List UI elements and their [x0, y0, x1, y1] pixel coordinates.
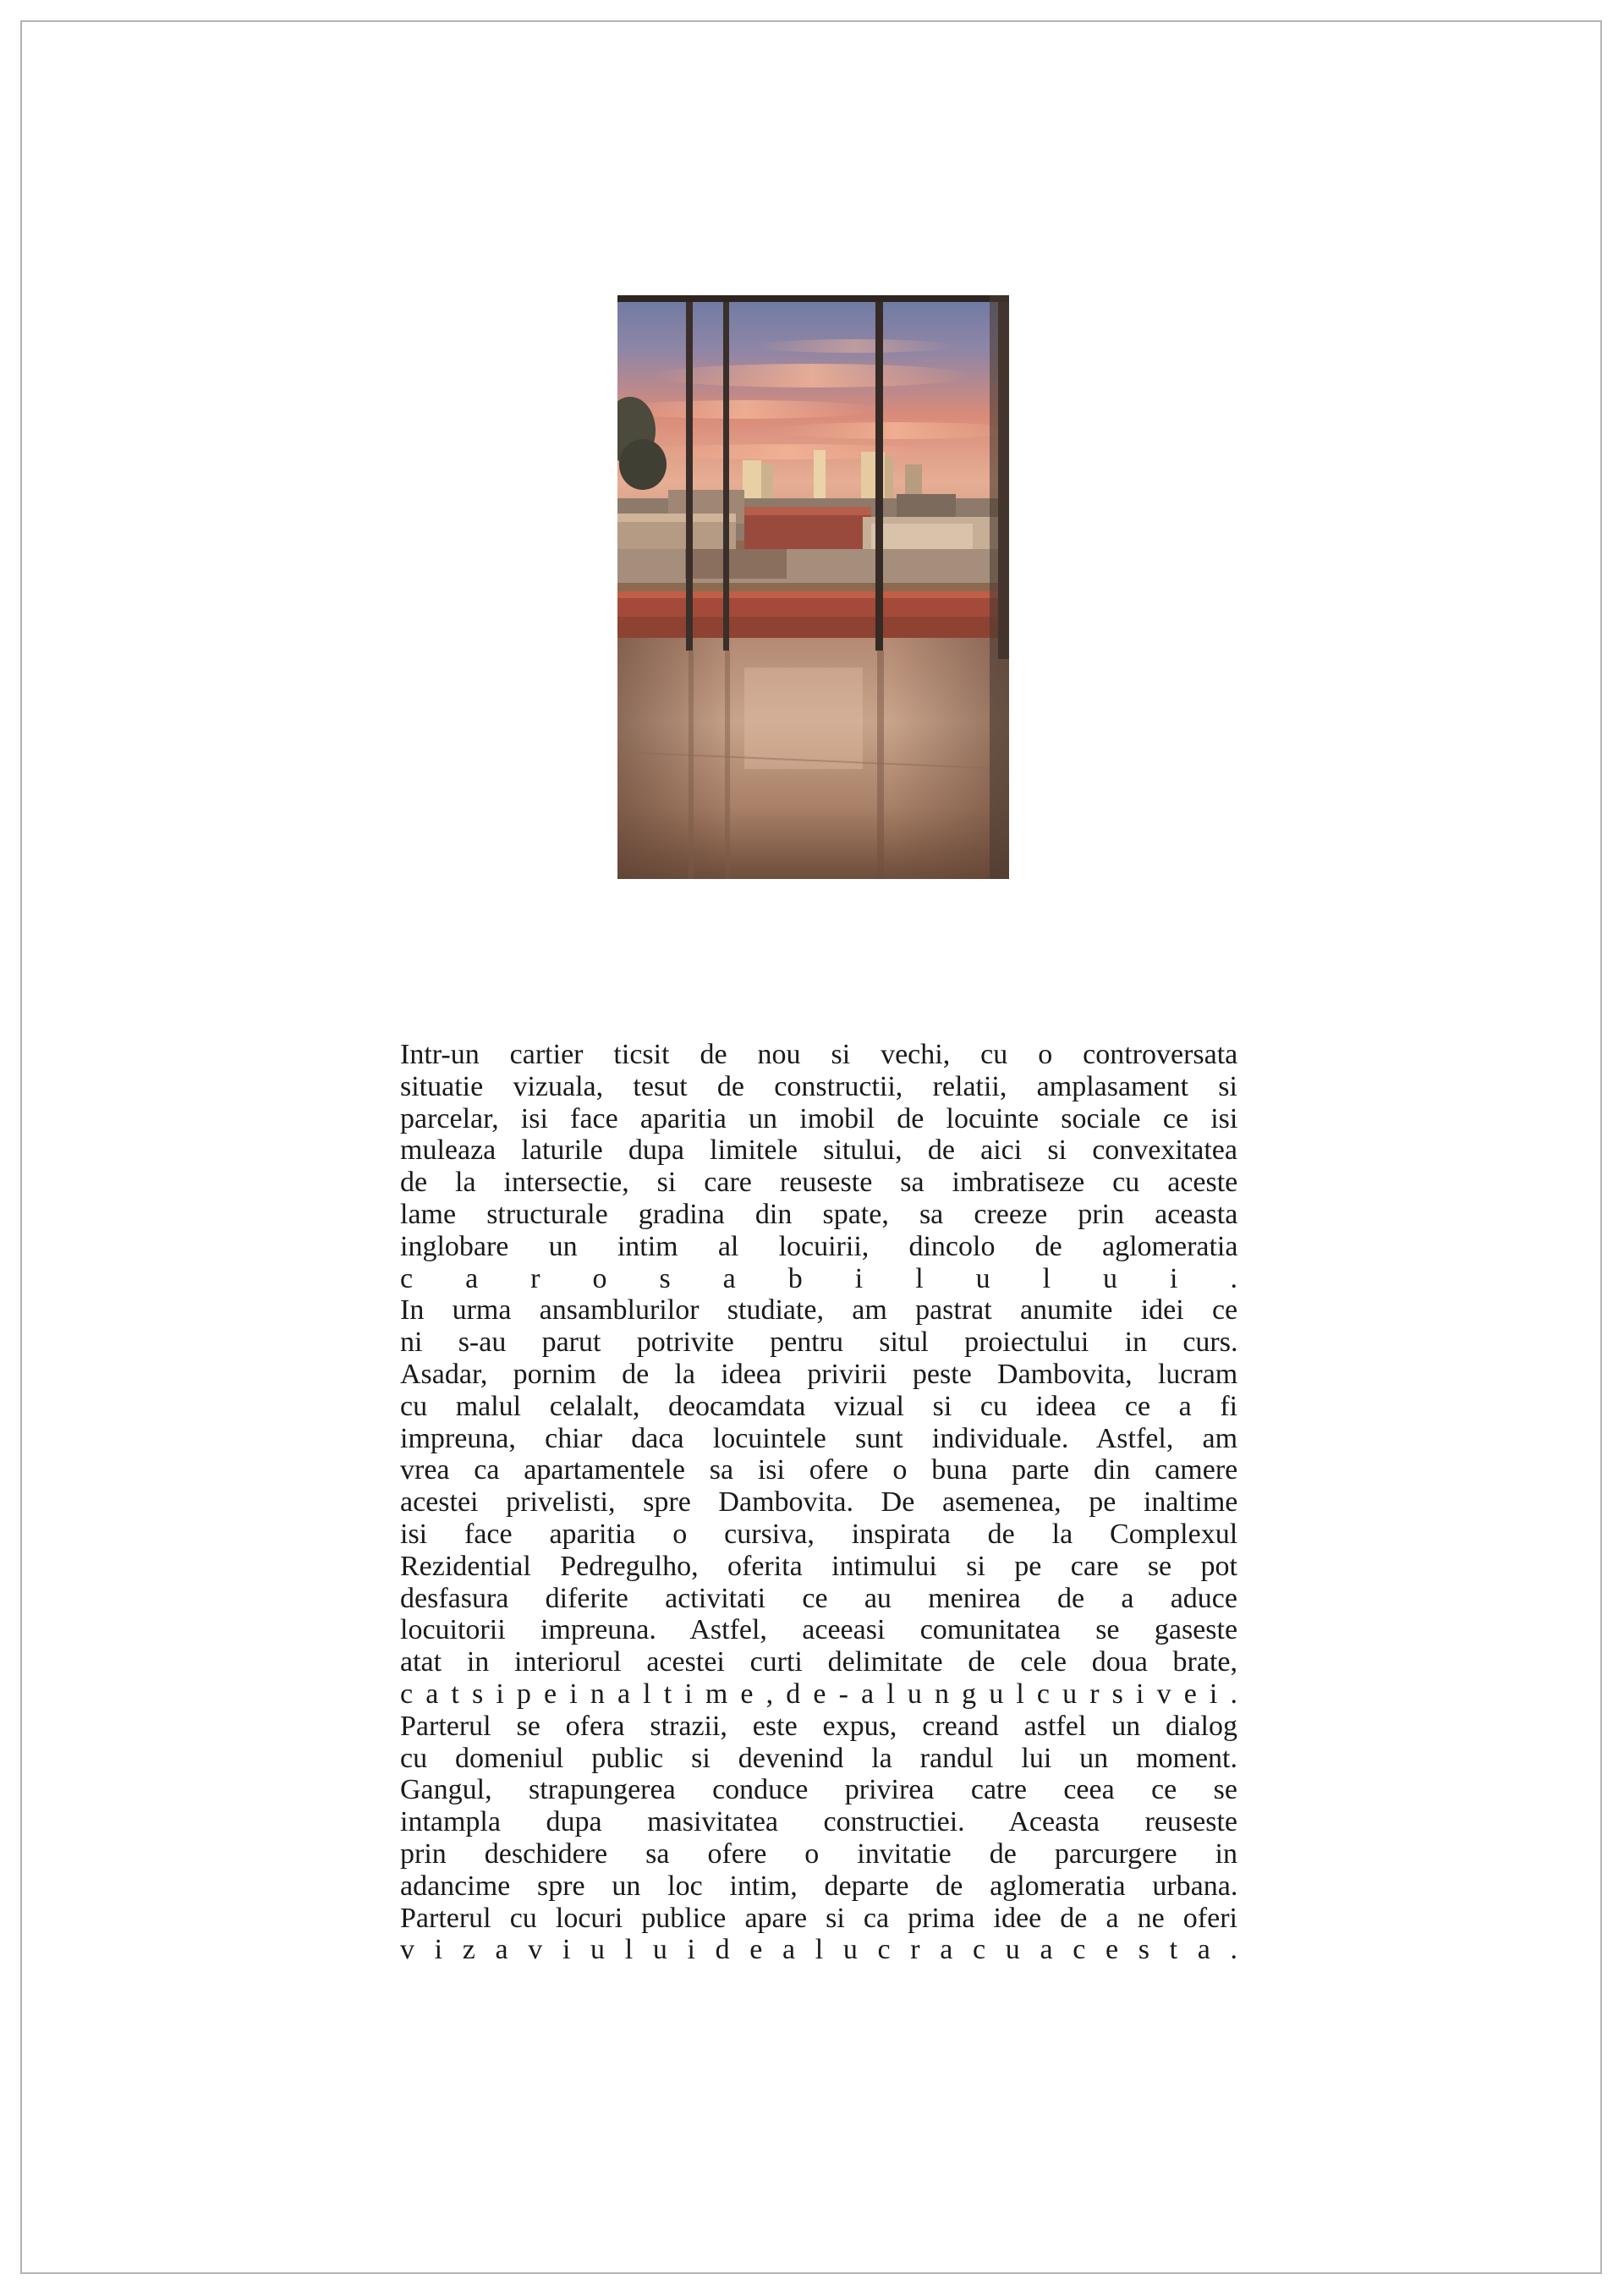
text-line: v i z a v i u l u i d e a l u c r a c u a c e s t a . — [400, 1934, 1237, 1966]
text-line: inglobare un intim al locuirii, dincolo de aglomeratia — [400, 1230, 1238, 1262]
text-line: In urma ansamblurilor studiate, am pastrat anumite idei ce — [400, 1294, 1238, 1327]
text-line: situatie vizuala, tesut de constructii, relatii, amplasament si — [400, 1070, 1237, 1102]
text-line: c a r o s a b i l u l u i . — [400, 1262, 1237, 1294]
text-line: Intr-un cartier ticsit de nou si vechi, cu o controversata — [400, 1039, 1238, 1070]
text-line: locuitorii impreuna. Astfel, aceeasi comunitatea se gaseste — [400, 1614, 1238, 1646]
text-line: Parterul se ofera strazii, este expus, creand astfel un dialog — [400, 1710, 1237, 1742]
text-line: atat in interiorul acestei curti delimitate de cele doua brate, — [400, 1646, 1237, 1678]
text-line: lame structurale gradina din spate, sa creeze prin aceasta — [400, 1198, 1238, 1230]
text-line: prin deschidere sa ofere o invitatie de parcurgere in — [400, 1837, 1237, 1870]
body-text — [400, 1039, 1237, 1966]
text-line: Asadar, pornim de la ideea privirii peste Dambovita, lucram — [400, 1358, 1238, 1390]
text-line: desfasura diferite activitati ce au menirea de a aduce — [400, 1582, 1237, 1614]
painting-window-view — [617, 295, 1009, 879]
text-line: Parterul cu locuri publice apare si ca prima idee de a ne oferi — [400, 1902, 1237, 1934]
text-line: cu domeniul public si devenind la randul lui un moment. — [400, 1742, 1237, 1774]
text-line: acestei privelisti, spre Dambovita. De asemenea, pe inaltime — [400, 1486, 1238, 1519]
text-line: c a t s i p e i n a l t i m e , d e - a l u n g u l c u r s i v e i . — [400, 1678, 1237, 1710]
text-line: adancime spre un loc intim, departe de aglomeratia urbana. — [400, 1870, 1238, 1902]
paragraph — [400, 1039, 1237, 1966]
text-line: Gangul, strapungerea conduce privirea catre ceea ce se — [400, 1774, 1237, 1806]
text-line: impreuna, chiar daca locuintele sunt individuale. Astfel, am — [400, 1422, 1238, 1454]
text-line: ni s-au parut potrivite pentru situl proiectului in curs. — [400, 1327, 1238, 1359]
text-line: de la intersectie, si care reuseste sa imbratiseze cu aceste — [400, 1167, 1238, 1199]
text-line: Rezidential Pedregulho, oferita intimului si pe care se pot — [400, 1550, 1237, 1582]
text-line: vrea ca apartamentele sa isi ofere o buna parte din camere — [400, 1454, 1238, 1486]
text-line: intampla dupa masivitatea constructiei. Aceasta reuseste — [400, 1806, 1237, 1838]
text-line: parcelar, isi face aparitia un imobil de locuinte sociale ce isi — [400, 1102, 1238, 1134]
text-line: isi face aparitia o cursiva, inspirata de la Complexul — [400, 1518, 1238, 1550]
text-line: cu malul celalalt, deocamdata vizual si cu ideea ce a fi — [400, 1390, 1238, 1422]
text-line: muleaza laturile dupa limitele sitului, de aici si convexitatea — [400, 1134, 1237, 1167]
